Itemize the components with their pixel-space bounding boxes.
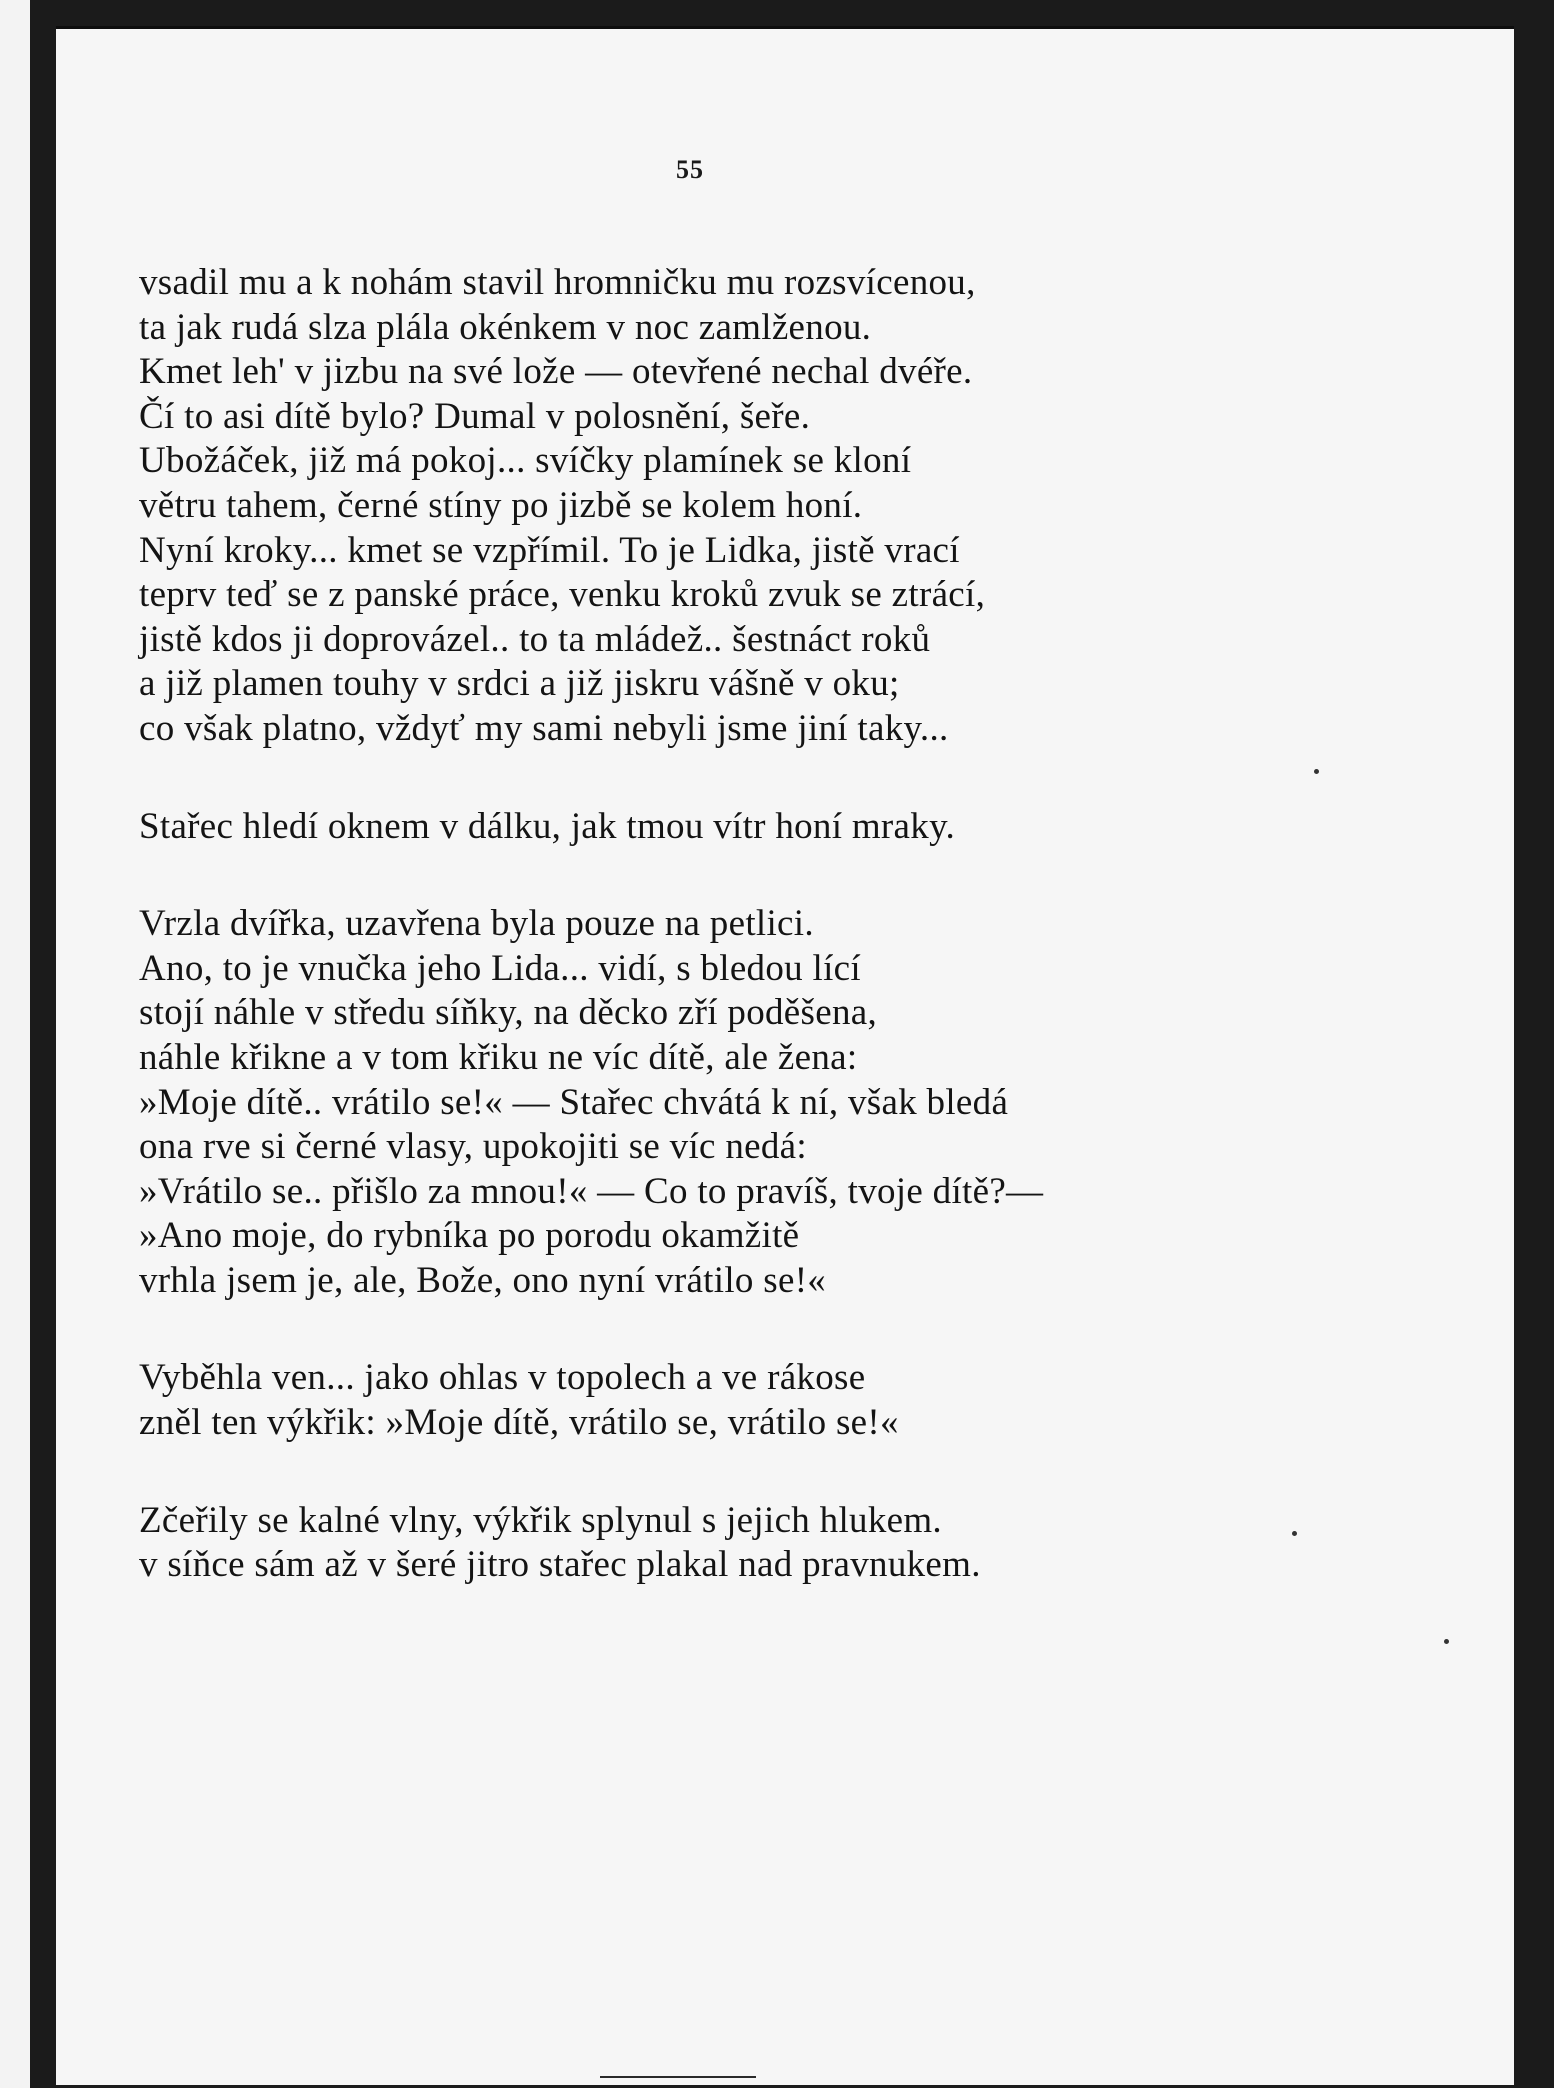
poem-line: Vrzla dvířka, uzavřena byla pouze na petlici. <box>139 903 814 945</box>
print-speck <box>1292 1531 1297 1536</box>
poem-line: Stařec hledí oknem v dálku, jak tmou vítr honí mraky. <box>139 805 956 847</box>
poem-line: Ubožáček, již má pokoj... svíčky plamínek se kloní <box>139 440 912 482</box>
poem-line: stojí náhle v středu síňky, na děcko zří poděšena, <box>139 992 878 1034</box>
stanza-gap <box>139 1446 1259 1499</box>
end-rule <box>600 2076 756 2078</box>
poem-line: Nyní kroky... kmet se vzpřímil. To je Lidka, jistě vrací <box>139 529 960 571</box>
poem-text <box>139 261 1259 1588</box>
stanza <box>139 902 1259 1303</box>
poem-line: větru tahem, černé stíny po jizbě se kolem honí. <box>139 484 863 526</box>
poem-line: Zčeřily se kalné vlny, výkřik splynul s jejich hlukem. <box>139 1499 942 1541</box>
print-speck <box>1444 1639 1449 1644</box>
print-speck <box>1314 769 1319 774</box>
poem-line: Ano, to je vnučka jeho Lida... vidí, s bledou lící <box>139 947 861 989</box>
poem-line: vrhla jsem je, ale, Bože, ono nyní vrátilo se!« <box>139 1259 827 1301</box>
poem-line: v síňce sám až v šeré jitro stařec plakal nad pravnukem. <box>139 1544 981 1586</box>
adjacent-page-edge <box>0 0 30 2088</box>
stanza <box>139 1356 1259 1445</box>
poem-line: zněl ten výkřik: »Moje dítě, vrátilo se, vrátilo se!« <box>139 1402 899 1444</box>
poem-line: »Moje dítě.. vrátilo se!« — Stařec chvátá k ní, však bledá <box>139 1081 1009 1123</box>
poem-line: Čí to asi dítě bylo? Dumal v polosnění, šeře. <box>139 395 811 437</box>
stanza-gap <box>139 849 1259 902</box>
poem-line: náhle křikne a v tom křiku ne víc dítě, ale žena: <box>139 1036 858 1078</box>
poem-line: »Ano moje, do rybníka po porodu okamžitě <box>139 1215 800 1257</box>
poem-line: ta jak rudá slza plála okénkem v noc zamlženou. <box>139 306 872 348</box>
poem-line: ona rve si černé vlasy, upokojiti se víc nedá: <box>139 1126 807 1168</box>
poem-line: vsadil mu a k nohám stavil hromničku mu rozsvícenou, <box>139 262 976 303</box>
poem-line: »Vrátilo se.. přišlo za mnou!« — Co to pravíš, tvoje dítě?— <box>139 1170 1044 1212</box>
stanza <box>139 261 1259 752</box>
poem-line: Vyběhla ven... jako ohlas v topolech a ve rákose <box>139 1357 866 1399</box>
poem-line: teprv teď se z panské práce, venku kroků zvuk se ztrácí, <box>139 574 986 616</box>
stanza-gap <box>139 1303 1259 1356</box>
stanza <box>139 805 1259 850</box>
stanza-gap <box>139 752 1259 805</box>
poem-line: jistě kdos ji doprovázel.. to ta mládež.. šestnáct roků <box>139 618 931 660</box>
book-page <box>56 26 1514 2085</box>
page-number: 55 <box>676 155 704 184</box>
poem-line: Kmet leh' v jizbu na své lože — otevřené nechal dvéře. <box>139 351 973 393</box>
poem-line: a již plamen touhy v srdci a již jiskru vášně v oku; <box>139 663 900 705</box>
stanza <box>139 1499 1259 1588</box>
poem-line: co však platno, vždyť my sami nebyli jsme jiní taky... <box>139 707 949 749</box>
